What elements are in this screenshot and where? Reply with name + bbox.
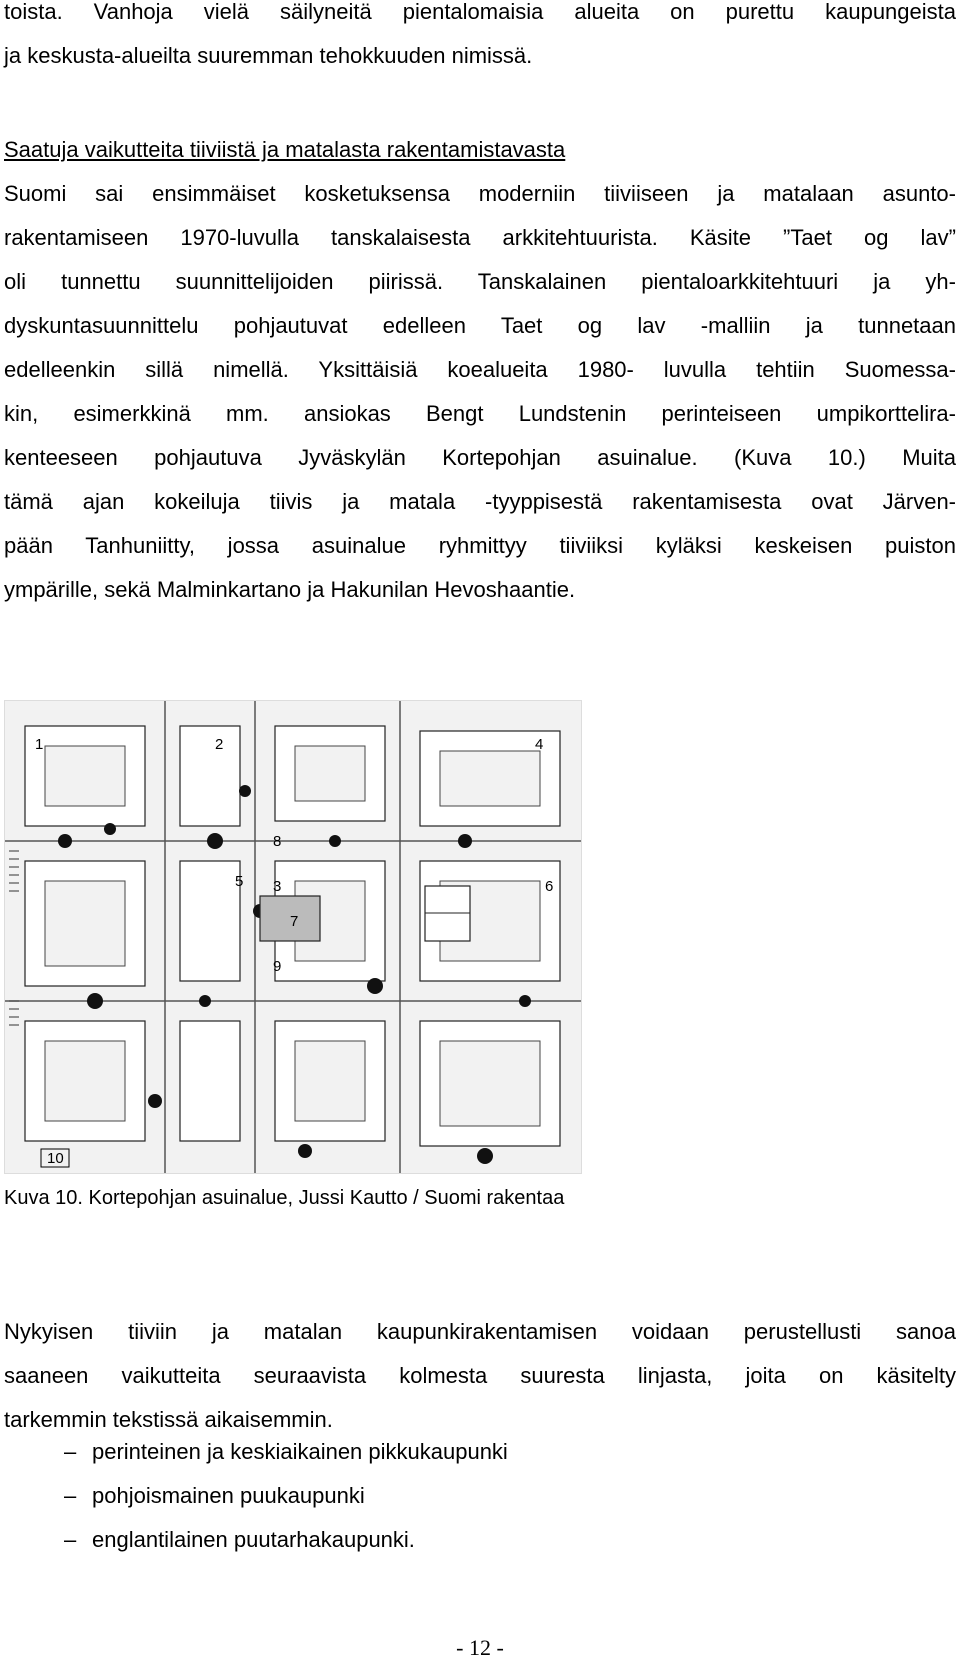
area-label: 2 [215,736,224,753]
paragraph-influences [4,1310,956,1442]
text-line: edelleenkin sillä nimellä. Yksittäisiä koealueita 1980- luvulla tehtiin Suomessa- [4,357,956,382]
site-plan-drawing [5,701,581,1173]
text-line: tämä ajan kokeiluja tiivis ja matala -tyyppisestä rakentamisesta ovat Järven- [4,489,956,514]
text-line: kin, esimerkkinä mm. ansiokas Bengt Lundstenin perinteiseen umpikorttelira- [4,401,956,426]
list-item-text: englantilainen puutarhakaupunki. [92,1527,415,1552]
text-line: ja keskusta-alueilta suuremman tehokkuuden nimissä. [4,43,533,68]
text-line: Suomi sai ensimmäiset kosketuksensa moderniin tiiviiseen ja matalaan asunto- [4,181,956,206]
area-label: 6 [545,878,554,895]
area-label: 4 [535,736,544,753]
list-item [64,1518,508,1562]
text-line: dyskuntasuunnittelu pohjautuvat edelleen Taet og lav -malliin ja tunnetaan [4,313,956,338]
area-label: 9 [273,958,282,975]
list-item-text: perinteinen ja keskiaikainen pikkukaupunki [92,1439,508,1464]
paragraph-intro [4,0,956,78]
text-line: rakentamiseen 1970-luvulla tanskalaisesta arkkitehtuurista. Käsite ”Taet og lav” [4,225,956,250]
page-number: - 12 - [456,1635,504,1660]
list-dash: – [64,1527,77,1552]
area-label: 7 [290,913,299,930]
text-line: saaneen vaikutteita seuraavista kolmesta suuresta linjasta, joita on käsitelty [4,1363,956,1388]
area-label: 10 [47,1150,64,1167]
area-label: 5 [235,873,244,890]
text-line: ympärille, sekä Malminkartano ja Hakunilan Hevoshaantie. [4,577,576,602]
text-line: tarkemmin tekstissä aikaisemmin. [4,1407,333,1432]
list-dash: – [64,1439,77,1464]
list-dash: – [64,1483,77,1508]
area-label: 8 [273,833,282,850]
site-plan-figure [4,700,582,1174]
list-item [64,1474,508,1518]
text-line: kenteeseen pohjautuva Jyväskylän Kortepohjan asuinalue. (Kuva 10.) Muita [4,445,956,470]
text-line: oli tunnettu suunnittelijoiden piirissä. Tanskalainen pientaloarkkitehtuuri ja yh- [4,269,956,294]
section-heading: Saatuja vaikutteita tiiviistä ja matalasta rakentamistavasta [4,137,566,162]
list-item-text: pohjoismainen puukaupunki [92,1483,365,1508]
text-line: toista. Vanhoja vielä säilyneitä pientalomaisia alueita on purettu kaupungeista [4,0,956,24]
text-line: pään Tanhuniitty, jossa asuinalue ryhmittyy tiiviiksi kyläksi keskeisen puiston [4,533,956,558]
influence-list [64,1430,508,1562]
section-taet-og-lav [4,128,956,612]
text-line: Nykyisen tiiviin ja matalan kaupunkirakentamisen voidaan perustellusti sanoa [4,1319,956,1344]
figure-caption: Kuva 10. Kortepohjan asuinalue, Jussi Kautto / Suomi rakentaa [4,1187,565,1209]
area-label: 3 [273,878,282,895]
area-label: 1 [35,736,44,753]
list-item [64,1430,508,1474]
